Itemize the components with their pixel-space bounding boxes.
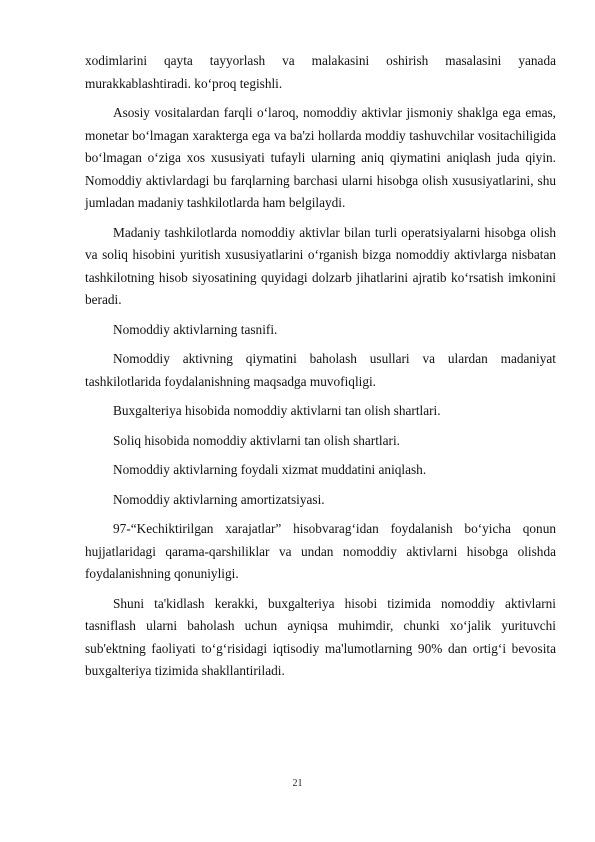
page-number: 21	[292, 778, 303, 789]
paragraph-intangible-assets-features: Asosiy vositalardan farqli o‘laroq, nomoddiy aktivlar jismoniy shaklga ega emas, monetar bo‘lmagan xarakterga ega va ba'zi hollarda moddiy tashuvchilar vositachiligida bo‘lmagan o‘ziga xos xususiyati tufayli ularning aniq qiymatini aniqlash juda qiyin. Nomoddiy aktivlardagi bu farqlarning barchasi ularni hisobga olish xususiyatlarini, shu jumladan madaniy tashkilotlarda ham belgilaydi.	[85, 105, 556, 210]
list-item-valuation-methods: Nomoddiy aktivning qiymatini baholash usullari va ulardan madaniyat tashkilotlarida foydalanishning maqsadga muvofiqligi.	[85, 351, 556, 389]
list-item-deferred-expenses: 97-“Kechiktirilgan xarajatlar” hisobvarag‘idan foydalanish bo‘yicha qonun hujjatlaridagi qarama-qarshiliklar va undan nomoddiy aktivlarni hisobga olishda foydalanishning qonuniyligi.	[85, 521, 556, 581]
paragraph-continuation: xodimlarini qayta tayyorlash va malakasini oshirish masalasini yanada murakkablashtiradi. ko‘proq tegishli.	[85, 53, 556, 91]
document-body	[85, 50, 556, 690]
list-item-tax-recognition: Soliq hisobida nomoddiy aktivlarni tan olish shartlari.	[113, 432, 400, 448]
paragraph-classification-importance: Shuni ta'kidlash kerakki, buxgalteriya hisobi tizimida nomoddiy aktivlarni tasniflash ularni baholash uchun ayniqsa muhimdir, chunki xo‘jalik yurituvchi sub'ektning faoliyati to‘g‘risidagi iqtisodiy ma'lumotlarning 90% dan ortig‘i bevosita buxgalteriya tizimida shakllantiriladi.	[85, 595, 556, 678]
list-item-amortization: Nomoddiy aktivlarning amortizatsiyasi.	[113, 491, 325, 507]
list-item-useful-life: Nomoddiy aktivlarning foydali xizmat muddatini aniqlash.	[113, 462, 427, 477]
list-item-classification: Nomoddiy aktivlarning tasnifi.	[113, 321, 278, 337]
list-item-accounting-recognition: Buxgalteriya hisobida nomoddiy aktivlarni tan olish shartlari.	[113, 403, 441, 418]
paragraph-accounting-policy: Madaniy tashkilotlarda nomoddiy aktivlar bilan turli operatsiyalarni hisobga olish va soliq hisobini yuritish xususiyatlarini o‘rganish bizga nomoddiy aktivlarga nisbatan tashkilotning hisob siyosatining quyidagi dolzarb jihatlarini ajratib ko‘rsatish imkonini beradi.	[85, 224, 556, 307]
